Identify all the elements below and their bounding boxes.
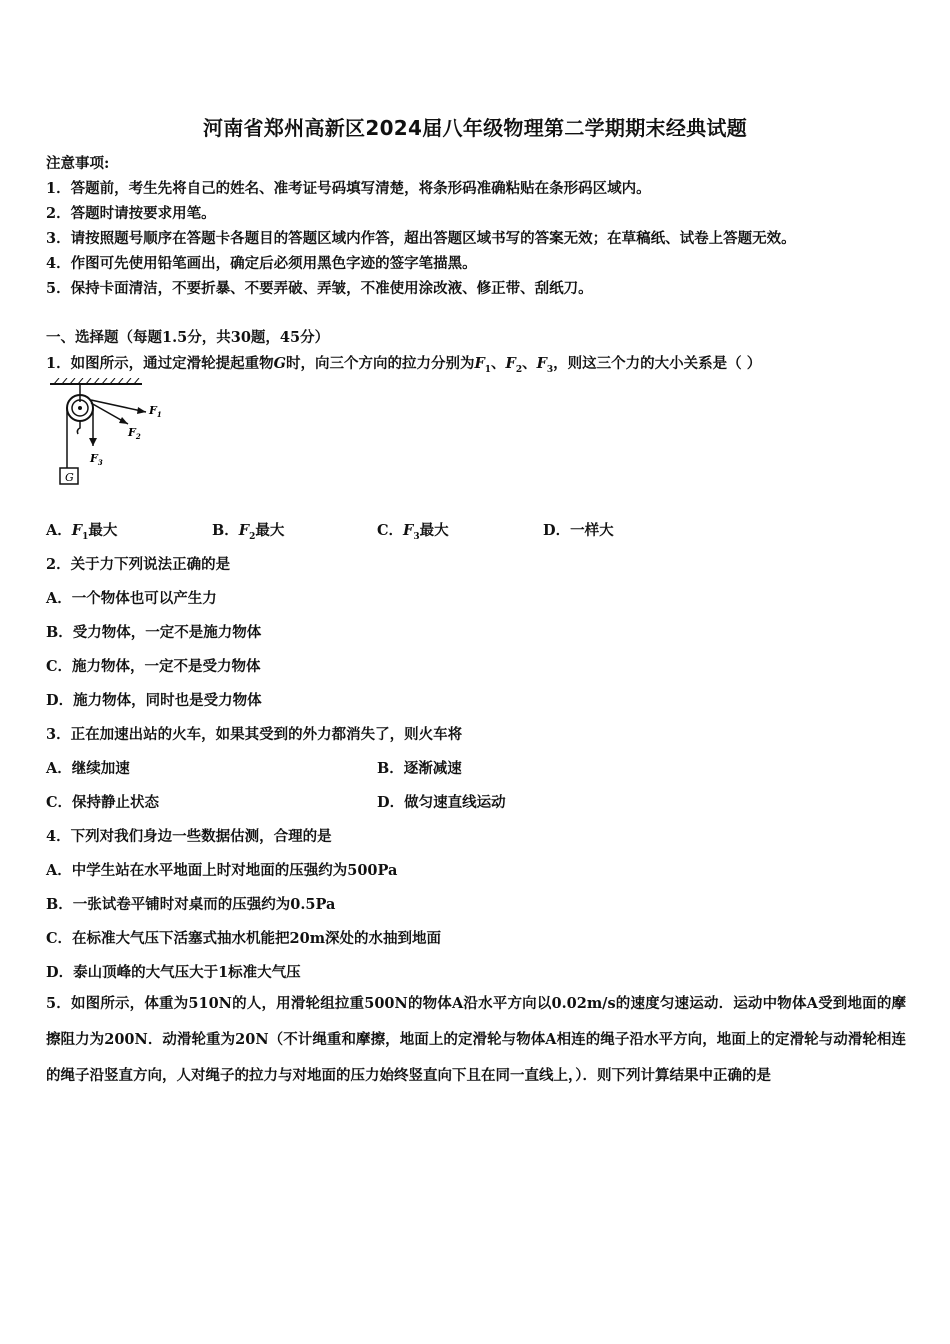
pulley-figure: [46, 378, 186, 490]
notice-item-2: 2．答题时请按要求用笔。: [46, 205, 216, 222]
q2-option-a[interactable]: A．一个物体也可以产生力: [46, 590, 217, 607]
svg-text:F1: $F_1$: [149, 404, 162, 419]
notice-item-4: 4．作图可先使用铅笔画出，确定后必须用黑色字迹的签字笔描黑。: [46, 255, 477, 272]
page-title: 河南省郑州高新区2024届八年级物理第二学期期末经典试题: [202, 116, 748, 140]
section-heading: 一、选择题（每题1.5分，共30题，45分）: [46, 329, 330, 346]
q3-option-d[interactable]: D．做匀速直线运动: [377, 794, 506, 811]
f1-label: F: [149, 404, 157, 417]
question-4-stem: 4．下列对我们身边一些数据估测，合理的是: [46, 828, 332, 845]
notice-item-5: 5．保持卡面清洁，不要折暴、不要弄破、弄皱，不准使用涂改液、修正带、刮纸刀。: [46, 280, 593, 297]
q2-option-d[interactable]: D．施力物体，同时也是受力物体: [46, 692, 262, 709]
notice-item-3: 3．请按照题号顺序在答题卡各题目的答题区域内作答，超出答题区域书写的答案无效；在草稿纸、试卷上答题无效。: [46, 230, 796, 247]
q2-option-c[interactable]: C．施力物体，一定不是受力物体: [46, 658, 261, 675]
question-3-stem: 3．正在加速出站的火车，如果其受到的外力都消失了，则火车将: [46, 726, 463, 743]
q1-option-a[interactable]: A．$F_1$最大: [46, 522, 118, 542]
svg-text:F3: $F_3$: [90, 452, 103, 467]
q1-option-d[interactable]: D．一样大: [543, 522, 614, 539]
q1-option-b[interactable]: B．$F_2$最大: [212, 522, 285, 542]
notice-heading: 注意事项:: [46, 155, 110, 172]
weight-label: G: [65, 471, 74, 484]
notice-item-1: 1．答题前，考生先将自己的姓名、准考证号码填写清楚，将条形码准确粘贴在条形码区域内。: [46, 180, 651, 197]
q4-option-c[interactable]: C．在标准大气压下活塞式抽水机能把20m深处的水抽到地面: [46, 930, 442, 947]
f3-label: F: [90, 452, 98, 465]
question-2-stem: 2．关于力下列说法正确的是: [46, 556, 231, 573]
question-1-stem: 1．如图所示，通过定滑轮提起重物G时，向三个方向的拉力分别为$F_1$、$F_2$、$F_3$，则这三个力的大小关系是（ ）: [46, 355, 762, 375]
q3-option-b[interactable]: B．逐渐减速: [377, 760, 462, 777]
q4-option-a[interactable]: A．中学生站在水平地面上时对地面的压强约为500Pa: [46, 862, 398, 879]
q3-option-c[interactable]: C．保持静止状态: [46, 794, 160, 811]
q3-option-a[interactable]: A．继续加速: [46, 760, 130, 777]
f2-label: F: [128, 426, 136, 439]
q2-option-b[interactable]: B．受力物体，一定不是施力物体: [46, 624, 262, 641]
q1-option-c[interactable]: C．$F_3$最大: [377, 522, 449, 542]
q4-option-b[interactable]: B．一张试卷平铺时对桌而的压强约为0.5Pa: [46, 896, 336, 913]
svg-text:F2: $F_2$: [128, 426, 141, 441]
question-5-stem: 5．如图所示，体重为510N的人，用滑轮组拉重500N的物体A沿水平方向以0.02m/s的速度匀速运动．运动中物体A受到地面的摩擦阻力为200N．动滑轮重为20N（不计绳重和摩擦，地面上的定滑轮与物体A相连的绳子沿水平方向，地面上的定滑轮与动滑轮相连的绳子沿竖直方向，人对绳子的拉力与对地面的压力始终竖直向下且在同一直线上，）．则下列计算结果中正确的是: [46, 995, 906, 1084]
q4-option-d[interactable]: D．泰山顶峰的大气压大于1标准大气压: [46, 964, 301, 981]
